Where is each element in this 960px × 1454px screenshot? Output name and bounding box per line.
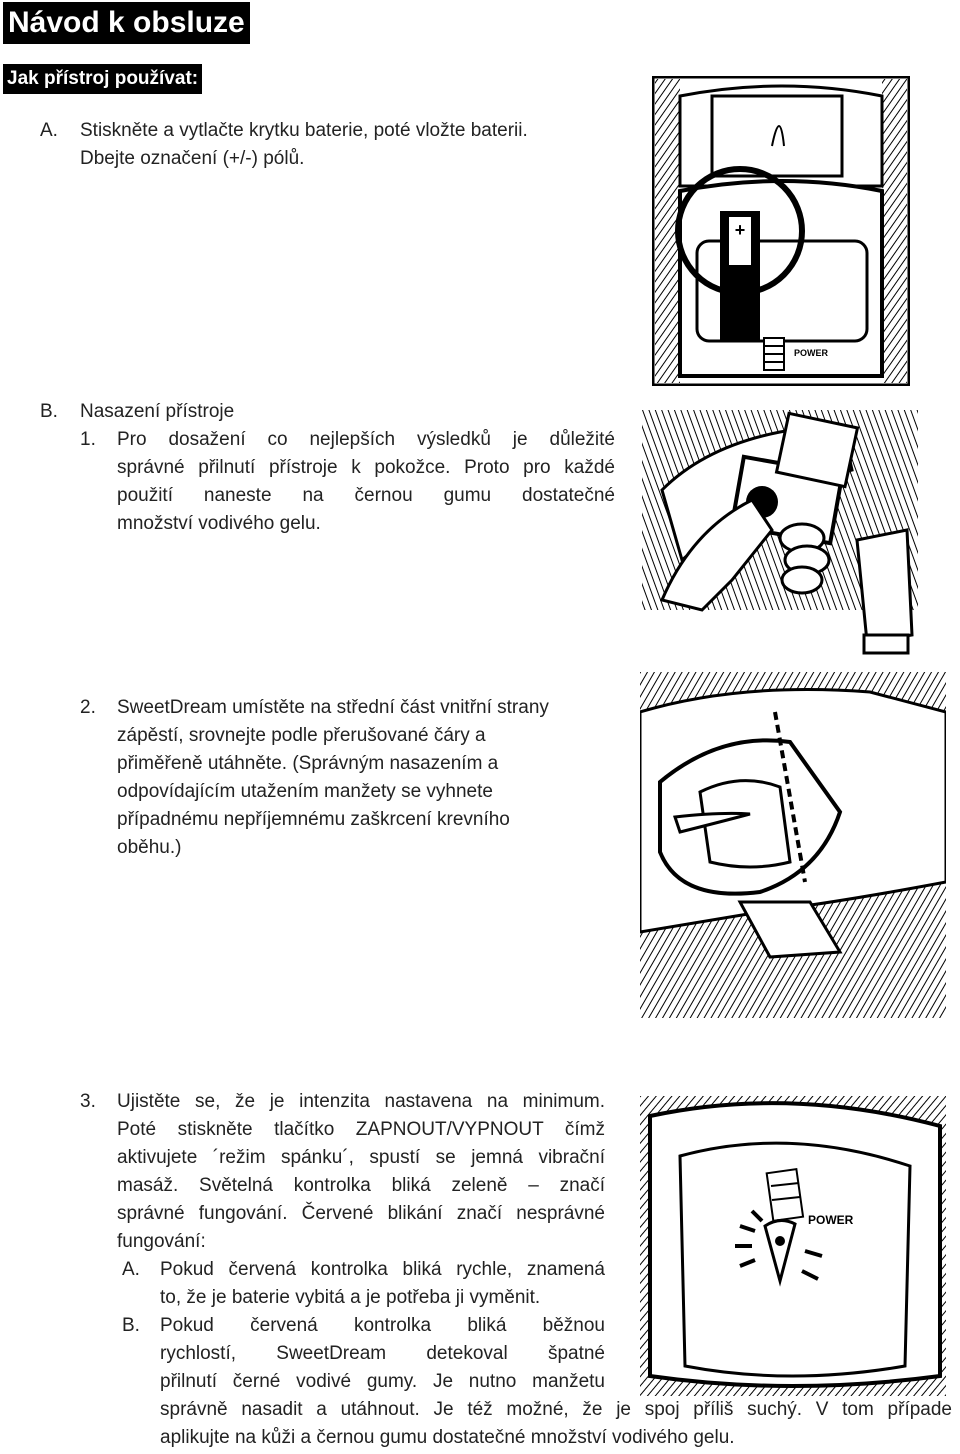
step-3-sub-b-line-4: správně nasadit a utáhnout. Je též možné, že je spoj příliš suchý. V tom případe	[160, 1399, 952, 1420]
step-3-line-4: masáž. Světelná kontrolka bliká zeleně – značí	[117, 1175, 605, 1196]
step-3-sub-a-line-2: to, že je baterie vybitá a je potřeba ji vyměnit.	[160, 1287, 541, 1308]
section-a-label: A.	[40, 120, 58, 141]
gel-application-illustration	[642, 410, 918, 656]
power-label-fig1: POWER	[794, 348, 829, 358]
step-3-line-2: Poté stiskněte tlačítko ZAPNOUT/VYPNOUT čímž	[117, 1119, 605, 1140]
step-3-sub-b-label: B.	[122, 1315, 140, 1336]
wrist-placement-illustration	[640, 672, 946, 1018]
page-subtitle: Jak přístroj používat:	[3, 64, 202, 94]
step-2-line-2: zápěstí, srovnejte podle přerušované čáry a	[117, 725, 486, 746]
step-3-sub-a-line-1: Pokud červená kontrolka bliká rychle, znamená	[160, 1259, 605, 1280]
page-title: Návod k obsluze	[3, 2, 250, 44]
section-a-line-1: Stiskněte a vytlačte krytku baterie, poté vložte baterii.	[80, 120, 528, 141]
step-3-number: 3.	[80, 1091, 96, 1112]
step-1-line-4: množství vodivého gelu.	[117, 513, 321, 534]
section-a-line-2: Dbejte označení (+/-) pólů.	[80, 148, 305, 169]
power-label-fig4: POWER	[808, 1213, 854, 1227]
section-b-label: B.	[40, 401, 58, 422]
step-2-line-4: odpovídajícím utažením manžety se vyhnete	[117, 781, 493, 802]
step-2-line-1: SweetDream umístěte na střední část vnitřní strany	[117, 697, 549, 718]
step-3-sub-b-line-2: rychlostí, SweetDream detekoval špatné	[160, 1343, 605, 1364]
step-2-number: 2.	[80, 697, 96, 718]
power-button-illustration	[640, 1096, 946, 1396]
step-3-line-5: správné fungování. Červené blikání značí nesprávné	[117, 1203, 605, 1224]
step-2-line-3: přiměřeně utáhněte. (Správným nasazením a	[117, 753, 499, 774]
step-3-line-1: Ujistěte se, že je intenzita nastavena na minimum.	[117, 1091, 605, 1112]
step-3-line-3: aktivujete ´režim spánku´, spustí se jemná vibrační	[117, 1147, 605, 1168]
step-3-sub-b-line-1: Pokud červená kontrolka bliká běžnou	[160, 1315, 605, 1336]
svg-text:+: +	[734, 220, 746, 240]
step-1-line-1: Pro dosažení co nejlepších výsledků je důležité	[117, 429, 615, 450]
step-1-line-2: správné přilnutí přístroje k pokožce. Proto pro každé	[117, 457, 615, 478]
section-b-heading: Nasazení přístroje	[80, 401, 235, 422]
step-1-number: 1.	[80, 429, 96, 450]
step-3-sub-a-label: A.	[122, 1259, 140, 1280]
step-3-sub-b-line-5: aplikujte na kůži a černou gumu dostatečné množství vodivého gelu.	[160, 1427, 735, 1448]
step-3-sub-b-line-3: přilnutí černé vodivé gumy. Je nutno manžetu	[160, 1371, 605, 1392]
battery-compartment-illustration	[652, 76, 910, 386]
step-3-line-6: fungování:	[117, 1231, 206, 1252]
step-1-line-3: použití naneste na černou gumu dostatečné	[117, 485, 615, 506]
step-2-line-6: oběhu.)	[117, 837, 182, 858]
step-2-line-5: případnému nepříjemnému zaškrcení krevního	[117, 809, 510, 830]
